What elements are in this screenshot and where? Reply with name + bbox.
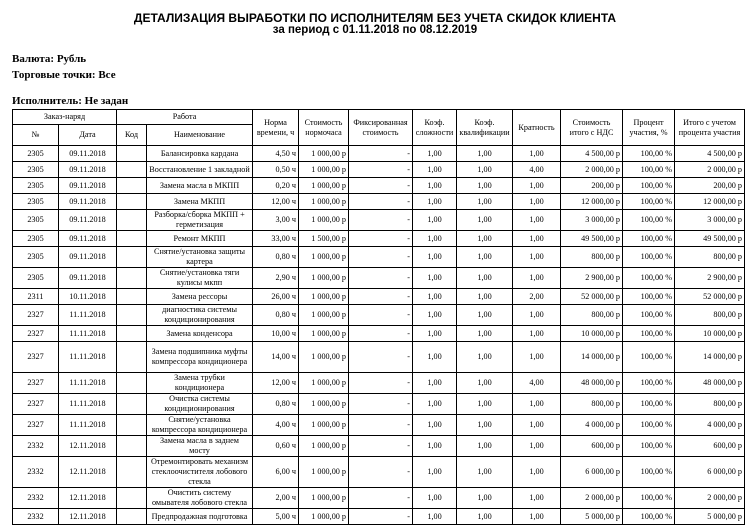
total-vat-cell: 800,00 р bbox=[561, 394, 623, 415]
work-name-cell: Очистить систему омывателя лобового стекла bbox=[147, 488, 253, 509]
hour-cost-cell: 1 000,00 р bbox=[299, 194, 349, 210]
work-name-cell: Снятие/установка тяги кулисы мкпп bbox=[147, 268, 253, 289]
norm-cell: 12,00 ч bbox=[253, 194, 299, 210]
participation-pct-cell: 100,00 % bbox=[623, 146, 675, 162]
participation-pct-cell: 100,00 % bbox=[623, 415, 675, 436]
table-row bbox=[13, 305, 745, 326]
order-number-cell: 2305 bbox=[13, 231, 59, 247]
order-number-cell: 2327 bbox=[13, 326, 59, 342]
norm-cell: 12,00 ч bbox=[253, 373, 299, 394]
total-vat-cell: 14 000,00 р bbox=[561, 342, 623, 373]
order-number-cell: 2305 bbox=[13, 146, 59, 162]
header-k-qualification: Коэф. квалификации bbox=[457, 110, 513, 146]
order-number-cell: 2305 bbox=[13, 178, 59, 194]
report-period: за период с 01.11.2018 по 08.12.2019 bbox=[272, 24, 478, 36]
participation-pct-cell: 100,00 % bbox=[623, 436, 675, 457]
hour-cost-cell: 1 000,00 р bbox=[299, 305, 349, 326]
k-qualification-cell: 1,00 bbox=[457, 247, 513, 268]
participation-pct-cell: 100,00 % bbox=[623, 326, 675, 342]
order-date-cell: 09.11.2018 bbox=[59, 146, 117, 162]
total-vat-cell: 49 500,00 р bbox=[561, 231, 623, 247]
order-date-cell: 09.11.2018 bbox=[59, 247, 117, 268]
k-qualification-cell: 1,00 bbox=[457, 394, 513, 415]
hour-cost-cell: 1 000,00 р bbox=[299, 488, 349, 509]
work-name-cell: Снятие/установка компрессора кондиционера bbox=[147, 415, 253, 436]
participation-pct-cell: 100,00 % bbox=[623, 162, 675, 178]
k-qualification-cell: 1,00 bbox=[457, 146, 513, 162]
multiplicity-cell: 1,00 bbox=[513, 342, 561, 373]
multiplicity-cell: 1,00 bbox=[513, 194, 561, 210]
participation-pct-cell: 100,00 % bbox=[623, 268, 675, 289]
order-number-cell: 2305 bbox=[13, 194, 59, 210]
table-row bbox=[13, 268, 745, 289]
header-order-number: № bbox=[13, 125, 59, 146]
total-vat-cell: 200,00 р bbox=[561, 178, 623, 194]
total-vat-cell: 6 000,00 р bbox=[561, 457, 623, 488]
k-complexity-cell: 1,00 bbox=[413, 509, 457, 525]
k-complexity-cell: 1,00 bbox=[413, 231, 457, 247]
fixed-cost-cell: - bbox=[349, 394, 413, 415]
k-complexity-cell: 1,00 bbox=[413, 194, 457, 210]
hour-cost-cell: 1 000,00 р bbox=[299, 457, 349, 488]
hour-cost-cell: 1 000,00 р bbox=[299, 373, 349, 394]
total-with-pct-cell: 4 000,00 р bbox=[675, 415, 745, 436]
hour-cost-cell: 1 000,00 р bbox=[299, 162, 349, 178]
k-complexity-cell: 1,00 bbox=[413, 247, 457, 268]
header-multiplicity: Кратность bbox=[513, 110, 561, 146]
order-number-cell: 2311 bbox=[13, 289, 59, 305]
total-with-pct-cell: 800,00 р bbox=[675, 247, 745, 268]
order-date-cell: 09.11.2018 bbox=[59, 231, 117, 247]
total-with-pct-cell: 2 000,00 р bbox=[675, 488, 745, 509]
order-number-cell: 2305 bbox=[13, 247, 59, 268]
k-complexity-cell: 1,00 bbox=[413, 268, 457, 289]
norm-cell: 2,90 ч bbox=[253, 268, 299, 289]
participation-pct-cell: 100,00 % bbox=[623, 457, 675, 488]
multiplicity-cell: 1,00 bbox=[513, 231, 561, 247]
norm-cell: 3,00 ч bbox=[253, 210, 299, 231]
order-date-cell: 11.11.2018 bbox=[59, 305, 117, 326]
order-date-cell: 12.11.2018 bbox=[59, 436, 117, 457]
header-work-group: Работа bbox=[117, 110, 253, 125]
hour-cost-cell: 1 000,00 р bbox=[299, 268, 349, 289]
order-date-cell: 11.11.2018 bbox=[59, 342, 117, 373]
k-complexity-cell: 1,00 bbox=[413, 457, 457, 488]
work-name-cell: Снятие/установка защиты картера bbox=[147, 247, 253, 268]
k-qualification-cell: 1,00 bbox=[457, 326, 513, 342]
fixed-cost-cell: - bbox=[349, 436, 413, 457]
k-complexity-cell: 1,00 bbox=[413, 178, 457, 194]
participation-pct-cell: 100,00 % bbox=[623, 488, 675, 509]
norm-cell: 5,00 ч bbox=[253, 509, 299, 525]
k-complexity-cell: 1,00 bbox=[413, 305, 457, 326]
multiplicity-cell: 1,00 bbox=[513, 394, 561, 415]
work-code-cell bbox=[117, 247, 147, 268]
order-number-cell: 2327 bbox=[13, 415, 59, 436]
multiplicity-cell: 1,00 bbox=[513, 210, 561, 231]
order-date-cell: 11.11.2018 bbox=[59, 373, 117, 394]
header-total-with-pct: Итого с учетом процента участия bbox=[675, 110, 745, 146]
work-name-cell: Замена трубки кондиционера bbox=[147, 373, 253, 394]
order-number-cell: 2327 bbox=[13, 305, 59, 326]
work-code-cell bbox=[117, 415, 147, 436]
order-date-cell: 10.11.2018 bbox=[59, 289, 117, 305]
total-with-pct-cell: 14 000,00 р bbox=[675, 342, 745, 373]
total-with-pct-cell: 52 000,00 р bbox=[675, 289, 745, 305]
order-date-cell: 11.11.2018 bbox=[59, 415, 117, 436]
participation-pct-cell: 100,00 % bbox=[623, 394, 675, 415]
fixed-cost-cell: - bbox=[349, 342, 413, 373]
norm-cell: 33,00 ч bbox=[253, 231, 299, 247]
hour-cost-cell: 1 000,00 р bbox=[299, 146, 349, 162]
k-complexity-cell: 1,00 bbox=[413, 289, 457, 305]
order-number-cell: 2332 bbox=[13, 509, 59, 525]
work-code-cell bbox=[117, 509, 147, 525]
currency-label: Валюта: Рубль bbox=[12, 53, 87, 65]
work-code-cell bbox=[117, 326, 147, 342]
work-code-cell bbox=[117, 457, 147, 488]
work-name-cell: Замена масла в заднем мосту bbox=[147, 436, 253, 457]
total-vat-cell: 2 000,00 р bbox=[561, 488, 623, 509]
header-fixed-cost: Фиксированная стоимость bbox=[349, 110, 413, 146]
hour-cost-cell: 1 000,00 р bbox=[299, 509, 349, 525]
work-name-cell: Восстановление 1 закладной bbox=[147, 162, 253, 178]
total-with-pct-cell: 49 500,00 р bbox=[675, 231, 745, 247]
k-complexity-cell: 1,00 bbox=[413, 488, 457, 509]
table-row bbox=[13, 326, 745, 342]
k-qualification-cell: 1,00 bbox=[457, 488, 513, 509]
k-qualification-cell: 1,00 bbox=[457, 289, 513, 305]
table-row bbox=[13, 394, 745, 415]
work-code-cell bbox=[117, 178, 147, 194]
order-date-cell: 09.11.2018 bbox=[59, 210, 117, 231]
multiplicity-cell: 1,00 bbox=[513, 247, 561, 268]
total-vat-cell: 800,00 р bbox=[561, 247, 623, 268]
work-code-cell bbox=[117, 373, 147, 394]
order-date-cell: 09.11.2018 bbox=[59, 162, 117, 178]
table-row bbox=[13, 162, 745, 178]
k-qualification-cell: 1,00 bbox=[457, 162, 513, 178]
work-code-cell bbox=[117, 231, 147, 247]
order-date-cell: 12.11.2018 bbox=[59, 457, 117, 488]
table-row bbox=[13, 457, 745, 488]
total-vat-cell: 52 000,00 р bbox=[561, 289, 623, 305]
header-norm: Норма времени, ч bbox=[253, 110, 299, 146]
total-vat-cell: 10 000,00 р bbox=[561, 326, 623, 342]
order-date-cell: 09.11.2018 bbox=[59, 268, 117, 289]
work-code-cell bbox=[117, 394, 147, 415]
header-hour-cost: Стоимость нормочаса bbox=[299, 110, 349, 146]
hour-cost-cell: 1 000,00 р bbox=[299, 178, 349, 194]
k-complexity-cell: 1,00 bbox=[413, 162, 457, 178]
header-participation-pct: Процент участия, % bbox=[623, 110, 675, 146]
fixed-cost-cell: - bbox=[349, 210, 413, 231]
table-row bbox=[13, 415, 745, 436]
total-with-pct-cell: 12 000,00 р bbox=[675, 194, 745, 210]
multiplicity-cell: 1,00 bbox=[513, 146, 561, 162]
multiplicity-cell: 1,00 bbox=[513, 488, 561, 509]
table-row bbox=[13, 488, 745, 509]
table-row bbox=[13, 146, 745, 162]
norm-cell: 14,00 ч bbox=[253, 342, 299, 373]
trade-points-label: Торговые точки: Все bbox=[12, 69, 116, 81]
header-total-vat: Стоимость итого с НДС bbox=[561, 110, 623, 146]
work-name-cell: Замена подшипника муфты компрессора кондиционера bbox=[147, 342, 253, 373]
k-qualification-cell: 1,00 bbox=[457, 210, 513, 231]
k-complexity-cell: 1,00 bbox=[413, 146, 457, 162]
norm-cell: 0,80 ч bbox=[253, 394, 299, 415]
work-name-cell: Разборка/сборка МКПП + герметизация bbox=[147, 210, 253, 231]
norm-cell: 4,00 ч bbox=[253, 415, 299, 436]
table-row bbox=[13, 210, 745, 231]
total-with-pct-cell: 5 000,00 р bbox=[675, 509, 745, 525]
total-with-pct-cell: 6 000,00 р bbox=[675, 457, 745, 488]
multiplicity-cell: 1,00 bbox=[513, 305, 561, 326]
table-row bbox=[13, 289, 745, 305]
order-date-cell: 12.11.2018 bbox=[59, 509, 117, 525]
total-vat-cell: 3 000,00 р bbox=[561, 210, 623, 231]
total-with-pct-cell: 200,00 р bbox=[675, 178, 745, 194]
fixed-cost-cell: - bbox=[349, 231, 413, 247]
total-with-pct-cell: 800,00 р bbox=[675, 305, 745, 326]
norm-cell: 6,00 ч bbox=[253, 457, 299, 488]
work-name-cell: диагностика системы кондиционирования bbox=[147, 305, 253, 326]
report-title: ДЕТАЛИЗАЦИЯ ВЫРАБОТКИ ПО ИСПОЛНИТЕЛЯМ БЕЗ УЧЕТА СКИДОК КЛИЕНТА bbox=[133, 11, 617, 25]
fixed-cost-cell: - bbox=[349, 178, 413, 194]
participation-pct-cell: 100,00 % bbox=[623, 210, 675, 231]
fixed-cost-cell: - bbox=[349, 326, 413, 342]
k-complexity-cell: 1,00 bbox=[413, 373, 457, 394]
order-number-cell: 2332 bbox=[13, 457, 59, 488]
fixed-cost-cell: - bbox=[349, 146, 413, 162]
total-vat-cell: 48 000,00 р bbox=[561, 373, 623, 394]
norm-cell: 4,50 ч bbox=[253, 146, 299, 162]
hour-cost-cell: 1 000,00 р bbox=[299, 394, 349, 415]
table-row bbox=[13, 247, 745, 268]
table-row bbox=[13, 178, 745, 194]
fixed-cost-cell: - bbox=[349, 509, 413, 525]
fixed-cost-cell: - bbox=[349, 488, 413, 509]
norm-cell: 26,00 ч bbox=[253, 289, 299, 305]
work-name-cell: Очистка системы кондиционирования bbox=[147, 394, 253, 415]
multiplicity-cell: 1,00 bbox=[513, 436, 561, 457]
participation-pct-cell: 100,00 % bbox=[623, 289, 675, 305]
total-with-pct-cell: 2 000,00 р bbox=[675, 162, 745, 178]
work-code-cell bbox=[117, 146, 147, 162]
total-with-pct-cell: 48 000,00 р bbox=[675, 373, 745, 394]
order-number-cell: 2327 bbox=[13, 373, 59, 394]
order-date-cell: 12.11.2018 bbox=[59, 488, 117, 509]
norm-cell: 0,60 ч bbox=[253, 436, 299, 457]
total-vat-cell: 4 000,00 р bbox=[561, 415, 623, 436]
k-qualification-cell: 1,00 bbox=[457, 305, 513, 326]
norm-cell: 10,00 ч bbox=[253, 326, 299, 342]
k-complexity-cell: 1,00 bbox=[413, 210, 457, 231]
order-number-cell: 2327 bbox=[13, 342, 59, 373]
total-vat-cell: 2 900,00 р bbox=[561, 268, 623, 289]
multiplicity-cell: 1,00 bbox=[513, 268, 561, 289]
multiplicity-cell: 1,00 bbox=[513, 415, 561, 436]
multiplicity-cell: 1,00 bbox=[513, 457, 561, 488]
total-with-pct-cell: 800,00 р bbox=[675, 394, 745, 415]
work-code-cell bbox=[117, 488, 147, 509]
hour-cost-cell: 1 000,00 р bbox=[299, 289, 349, 305]
total-with-pct-cell: 10 000,00 р bbox=[675, 326, 745, 342]
fixed-cost-cell: - bbox=[349, 268, 413, 289]
participation-pct-cell: 100,00 % bbox=[623, 342, 675, 373]
multiplicity-cell: 1,00 bbox=[513, 509, 561, 525]
total-with-pct-cell: 4 500,00 р bbox=[675, 146, 745, 162]
header-work-code: Код bbox=[117, 125, 147, 146]
table-row bbox=[13, 342, 745, 373]
norm-cell: 0,50 ч bbox=[253, 162, 299, 178]
work-code-cell bbox=[117, 342, 147, 373]
multiplicity-cell: 1,00 bbox=[513, 178, 561, 194]
hour-cost-cell: 1 000,00 р bbox=[299, 342, 349, 373]
order-number-cell: 2327 bbox=[13, 394, 59, 415]
norm-cell: 0,80 ч bbox=[253, 247, 299, 268]
work-code-cell bbox=[117, 289, 147, 305]
participation-pct-cell: 100,00 % bbox=[623, 509, 675, 525]
participation-pct-cell: 100,00 % bbox=[623, 194, 675, 210]
work-name-cell: Предпродажная подготовка bbox=[147, 509, 253, 525]
k-qualification-cell: 1,00 bbox=[457, 268, 513, 289]
multiplicity-cell: 4,00 bbox=[513, 162, 561, 178]
norm-cell: 0,20 ч bbox=[253, 178, 299, 194]
participation-pct-cell: 100,00 % bbox=[623, 247, 675, 268]
work-code-cell bbox=[117, 436, 147, 457]
hour-cost-cell: 1 000,00 р bbox=[299, 210, 349, 231]
work-name-cell: Замена масла в МКПП bbox=[147, 178, 253, 194]
k-qualification-cell: 1,00 bbox=[457, 373, 513, 394]
hour-cost-cell: 1 500,00 р bbox=[299, 231, 349, 247]
order-date-cell: 09.11.2018 bbox=[59, 178, 117, 194]
participation-pct-cell: 100,00 % bbox=[623, 305, 675, 326]
k-qualification-cell: 1,00 bbox=[457, 194, 513, 210]
k-complexity-cell: 1,00 bbox=[413, 415, 457, 436]
k-qualification-cell: 1,00 bbox=[457, 509, 513, 525]
work-details-table bbox=[12, 109, 745, 525]
fixed-cost-cell: - bbox=[349, 194, 413, 210]
work-code-cell bbox=[117, 305, 147, 326]
header-order-group: Заказ-наряд bbox=[13, 110, 117, 125]
participation-pct-cell: 100,00 % bbox=[623, 373, 675, 394]
multiplicity-cell: 1,00 bbox=[513, 326, 561, 342]
order-number-cell: 2332 bbox=[13, 488, 59, 509]
work-name-cell: Отремонтировать механизм стеклоочистителя лобового стекла bbox=[147, 457, 253, 488]
k-qualification-cell: 1,00 bbox=[457, 436, 513, 457]
k-qualification-cell: 1,00 bbox=[457, 415, 513, 436]
table-row bbox=[13, 194, 745, 210]
participation-pct-cell: 100,00 % bbox=[623, 231, 675, 247]
k-qualification-cell: 1,00 bbox=[457, 231, 513, 247]
fixed-cost-cell: - bbox=[349, 457, 413, 488]
total-vat-cell: 12 000,00 р bbox=[561, 194, 623, 210]
hour-cost-cell: 1 000,00 р bbox=[299, 415, 349, 436]
fixed-cost-cell: - bbox=[349, 373, 413, 394]
k-complexity-cell: 1,00 bbox=[413, 326, 457, 342]
k-qualification-cell: 1,00 bbox=[457, 342, 513, 373]
header-k-complexity: Коэф. сложности bbox=[413, 110, 457, 146]
k-complexity-cell: 1,00 bbox=[413, 436, 457, 457]
total-vat-cell: 800,00 р bbox=[561, 305, 623, 326]
work-code-cell bbox=[117, 210, 147, 231]
norm-cell: 2,00 ч bbox=[253, 488, 299, 509]
hour-cost-cell: 1 000,00 р bbox=[299, 247, 349, 268]
work-name-cell: Ремонт МКПП bbox=[147, 231, 253, 247]
multiplicity-cell: 2,00 bbox=[513, 289, 561, 305]
table-row bbox=[13, 509, 745, 525]
header-order-date: Дата bbox=[59, 125, 117, 146]
order-date-cell: 11.11.2018 bbox=[59, 394, 117, 415]
k-complexity-cell: 1,00 bbox=[413, 394, 457, 415]
order-number-cell: 2305 bbox=[13, 268, 59, 289]
order-date-cell: 09.11.2018 bbox=[59, 194, 117, 210]
work-code-cell bbox=[117, 162, 147, 178]
fixed-cost-cell: - bbox=[349, 289, 413, 305]
order-number-cell: 2332 bbox=[13, 436, 59, 457]
table-row bbox=[13, 231, 745, 247]
work-name-cell: Балансировка кардана bbox=[147, 146, 253, 162]
table-row bbox=[13, 436, 745, 457]
work-name-cell: Замена конденсора bbox=[147, 326, 253, 342]
k-complexity-cell: 1,00 bbox=[413, 342, 457, 373]
total-with-pct-cell: 3 000,00 р bbox=[675, 210, 745, 231]
hour-cost-cell: 1 000,00 р bbox=[299, 436, 349, 457]
total-vat-cell: 2 000,00 р bbox=[561, 162, 623, 178]
k-qualification-cell: 1,00 bbox=[457, 178, 513, 194]
header-work-name: Наименование bbox=[147, 125, 253, 146]
fixed-cost-cell: - bbox=[349, 162, 413, 178]
work-code-cell bbox=[117, 268, 147, 289]
executor-label: Исполнитель: Не задан bbox=[12, 95, 129, 107]
total-vat-cell: 4 500,00 р bbox=[561, 146, 623, 162]
multiplicity-cell: 4,00 bbox=[513, 373, 561, 394]
norm-cell: 0,80 ч bbox=[253, 305, 299, 326]
table-row bbox=[13, 373, 745, 394]
fixed-cost-cell: - bbox=[349, 305, 413, 326]
participation-pct-cell: 100,00 % bbox=[623, 178, 675, 194]
k-qualification-cell: 1,00 bbox=[457, 457, 513, 488]
order-number-cell: 2305 bbox=[13, 162, 59, 178]
order-date-cell: 11.11.2018 bbox=[59, 326, 117, 342]
total-with-pct-cell: 2 900,00 р bbox=[675, 268, 745, 289]
fixed-cost-cell: - bbox=[349, 247, 413, 268]
hour-cost-cell: 1 000,00 р bbox=[299, 326, 349, 342]
work-name-cell: Замена МКПП bbox=[147, 194, 253, 210]
total-vat-cell: 5 000,00 р bbox=[561, 509, 623, 525]
work-code-cell bbox=[117, 194, 147, 210]
order-number-cell: 2305 bbox=[13, 210, 59, 231]
total-with-pct-cell: 600,00 р bbox=[675, 436, 745, 457]
work-name-cell: Замена рессоры bbox=[147, 289, 253, 305]
total-vat-cell: 600,00 р bbox=[561, 436, 623, 457]
fixed-cost-cell: - bbox=[349, 415, 413, 436]
